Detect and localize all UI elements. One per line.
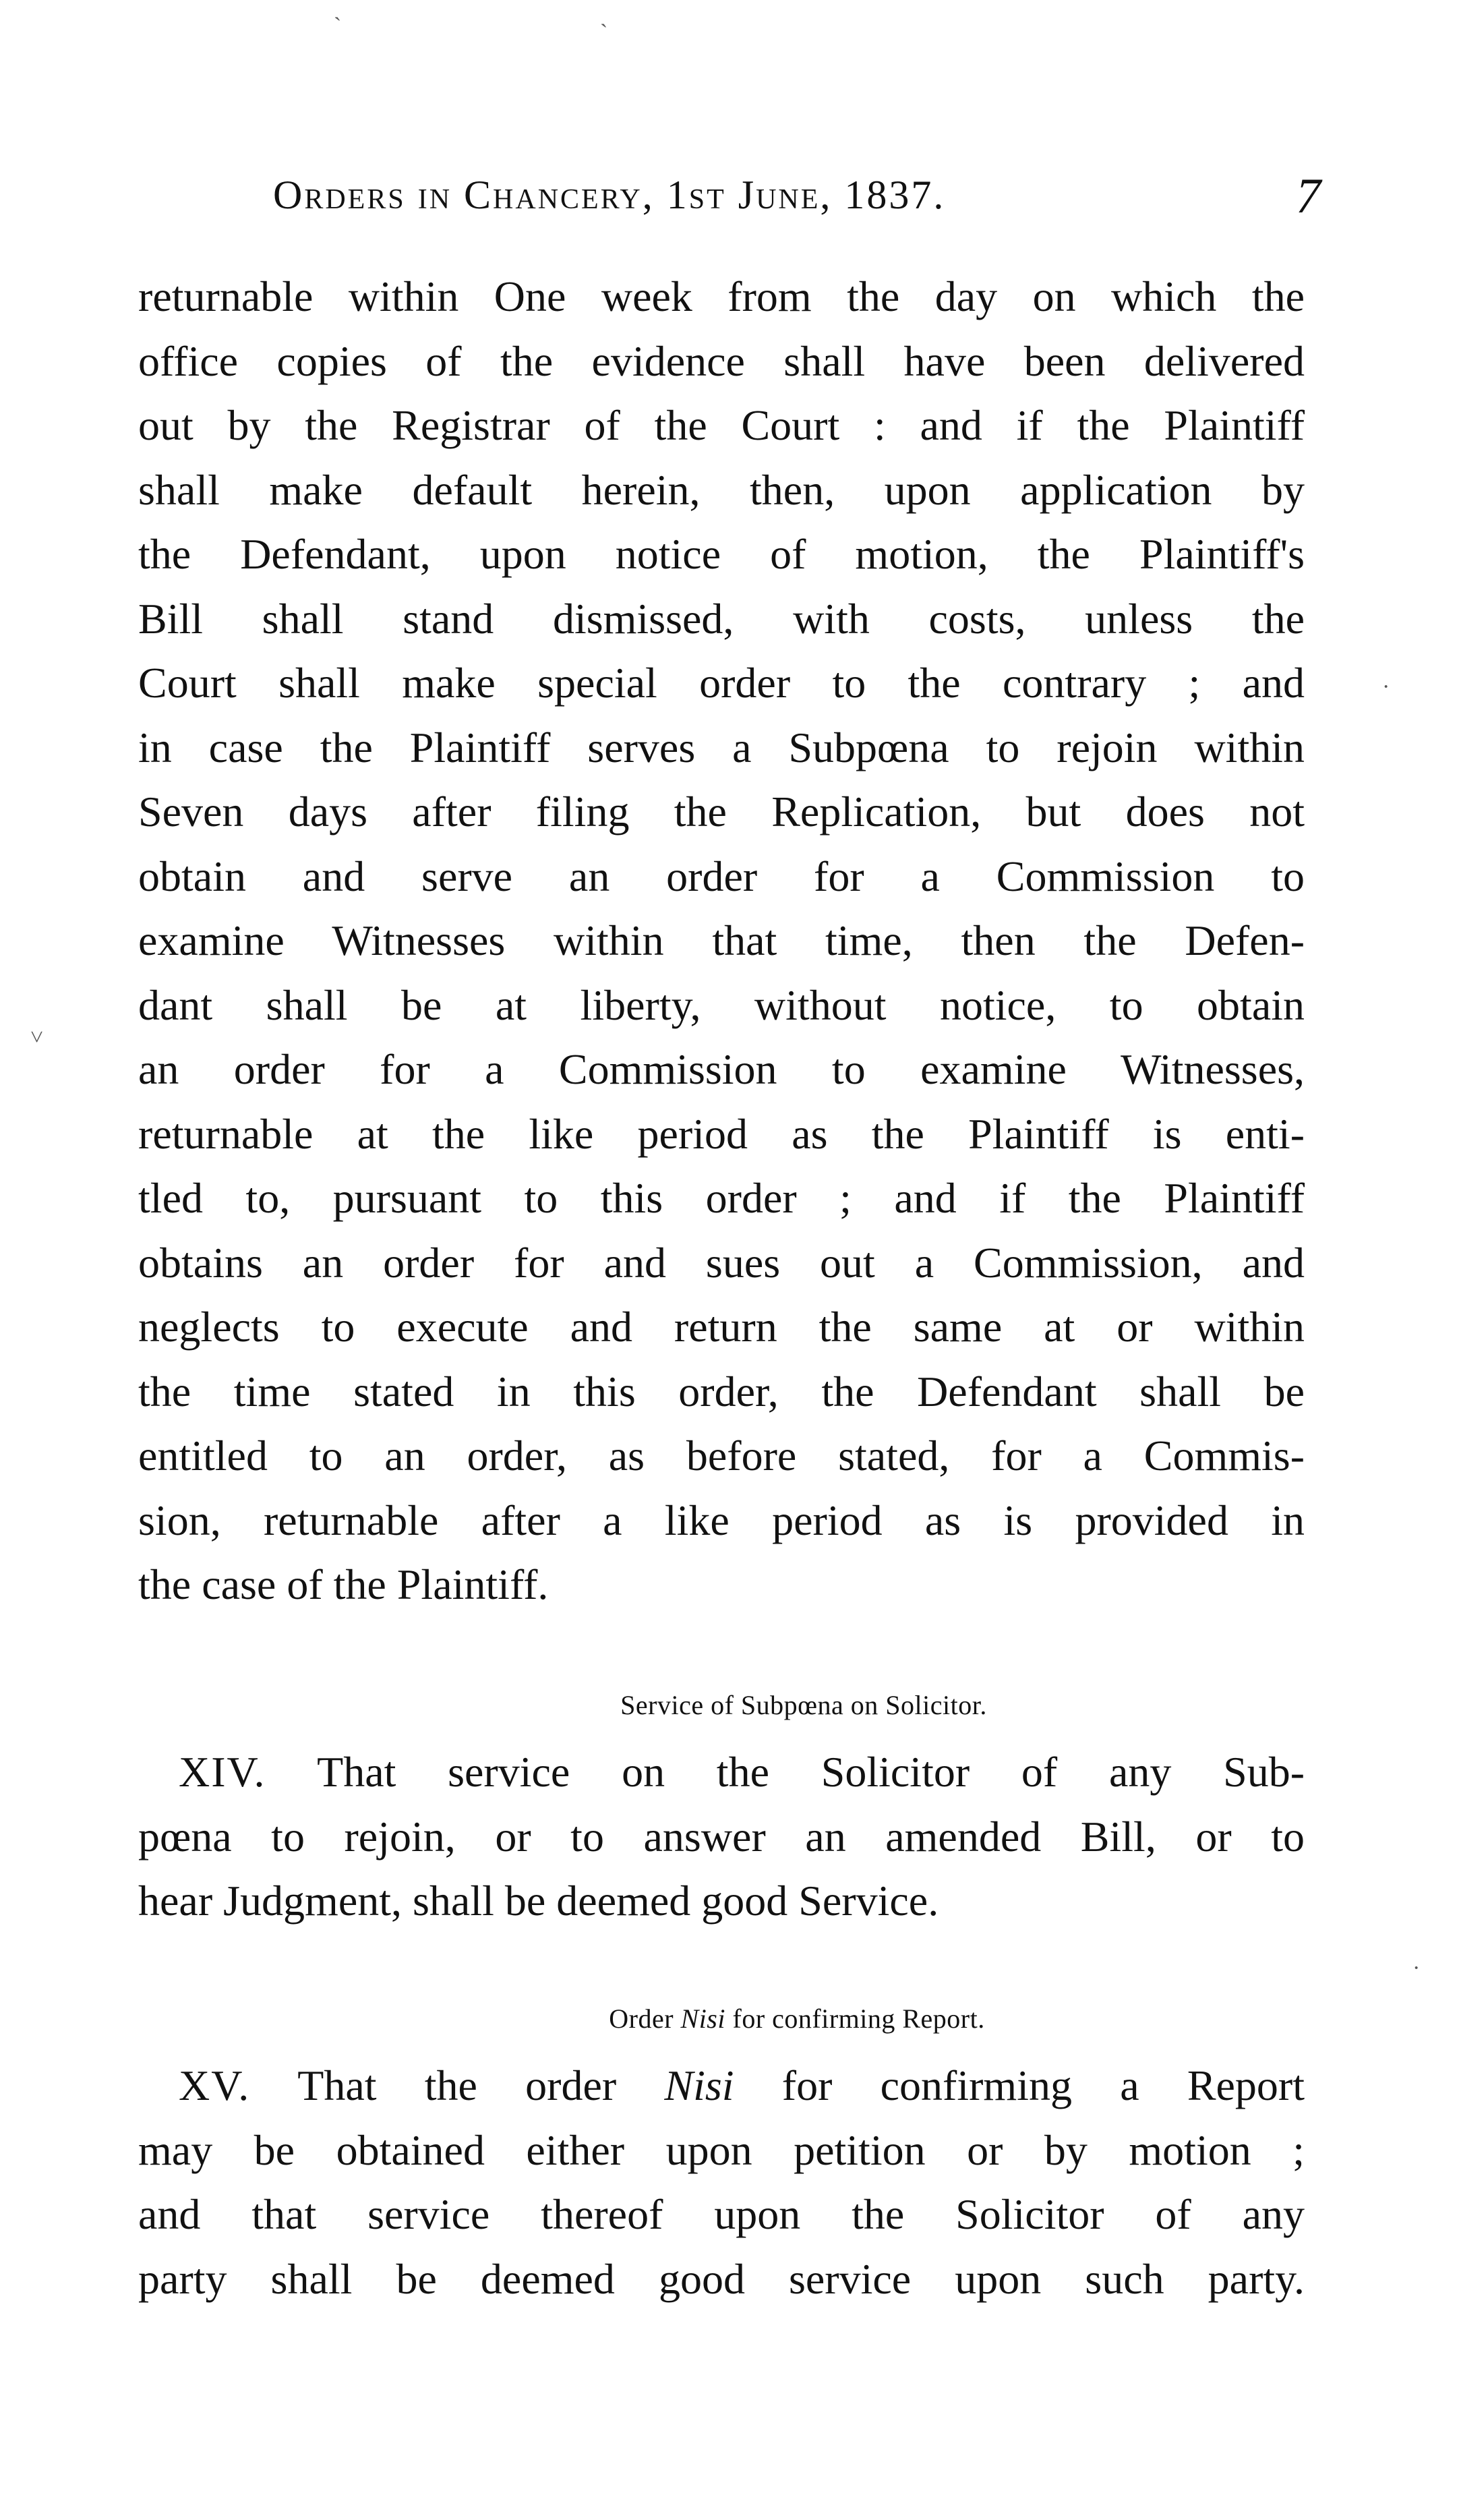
text-line: office copies of the evidence shall have been delivered xyxy=(138,336,1305,385)
text-line: pœna to rejoin, or to answer an amended Bill, or to xyxy=(138,1812,1305,1860)
section-xv xyxy=(138,2053,1305,2311)
running-head xyxy=(273,169,1321,226)
text-line: shall make default herein, then, upon application by xyxy=(138,465,1305,514)
side-note-service-of-subpoena: Service of Subpœna on Solicitor. xyxy=(620,1690,987,1720)
text-line: Court shall make special order to the contrary ; and xyxy=(138,659,1305,707)
text-line: examine Witnesses within that time, then the Defen- xyxy=(138,916,1305,964)
text-line: obtains an order for and sues out a Commission, and xyxy=(138,1238,1305,1287)
text-line: hear Judgment, shall be deemed good Service. xyxy=(138,1877,939,1925)
text-line: the Defendant, upon notice of motion, the Plaintiff's xyxy=(138,530,1305,578)
scan-speck: ˅ xyxy=(30,1025,44,1050)
text-line: entitled to an order, as before stated, for a Commis- xyxy=(138,1432,1305,1479)
page-number: 7 xyxy=(1296,169,1321,224)
section-number: XV. xyxy=(179,2061,251,2109)
text-line: returnable within One week from the day on which the xyxy=(138,272,1305,320)
text-line: the time stated in this order, the Defendant shall be xyxy=(138,1367,1305,1415)
running-title: Orders in Chancery, 1st June, 1837. xyxy=(273,173,946,217)
text-line: neglects to execute and return the same at or within xyxy=(138,1303,1305,1351)
text-line: party shall be deemed good service upon such party. xyxy=(138,2254,1305,2303)
text-line: Seven days after filing the Replication, but does not xyxy=(138,788,1305,836)
text-line xyxy=(138,2053,1305,2118)
text-line: returnable at the like period as the Plaintiff is enti- xyxy=(138,1109,1305,1158)
text-line: dant shall be at liberty, without notice, to obtain xyxy=(138,980,1305,1029)
text-line: an order for a Commission to examine Witnesses, xyxy=(138,1045,1305,1093)
scan-speck: · xyxy=(1412,1956,1421,1981)
scan-speck: ˋ xyxy=(600,20,608,45)
text-fragment: Order xyxy=(609,2003,681,2034)
text-fragment: That the order xyxy=(297,2061,665,2109)
scan-speck: ˋ xyxy=(334,13,342,38)
text-line: Bill shall stand dismissed, with costs, unless the xyxy=(138,594,1305,643)
text-line: the case of the Plaintiff. xyxy=(138,1560,549,1608)
scan-speck: · xyxy=(1382,674,1390,699)
text-fragment-italic: Nisi xyxy=(680,2003,725,2034)
text-line: tled to, pursuant to this order ; and if the Plaintiff xyxy=(138,1174,1305,1222)
text-line: sion, returnable after a like period as is provided in xyxy=(138,1496,1305,1544)
text-fragment: That service on the Solicitor of any Sub- xyxy=(317,1748,1305,1796)
text-line: and that service thereof upon the Solicitor of any xyxy=(138,2190,1305,2238)
text-line: may be obtained either upon petition or by motion ; xyxy=(138,2126,1305,2174)
side-note-order-nisi xyxy=(67,2003,1459,2034)
section-xiv xyxy=(138,1740,1305,1933)
text-line: in case the Plaintiff serves a Subpœna to rejoin within xyxy=(138,723,1305,771)
text-fragment: for confirming Report. xyxy=(725,2003,985,2034)
text-line xyxy=(138,1740,1305,1805)
text-line: obtain and serve an order for a Commission to xyxy=(138,852,1305,900)
paragraph-continued xyxy=(138,264,1305,1617)
text-line: out by the Registrar of the Court : and if the Plaintiff xyxy=(138,401,1305,449)
text-fragment-italic: Nisi xyxy=(664,2061,734,2109)
text-fragment: for confirming a Report xyxy=(734,2061,1305,2109)
section-number: XIV. xyxy=(179,1748,266,1796)
